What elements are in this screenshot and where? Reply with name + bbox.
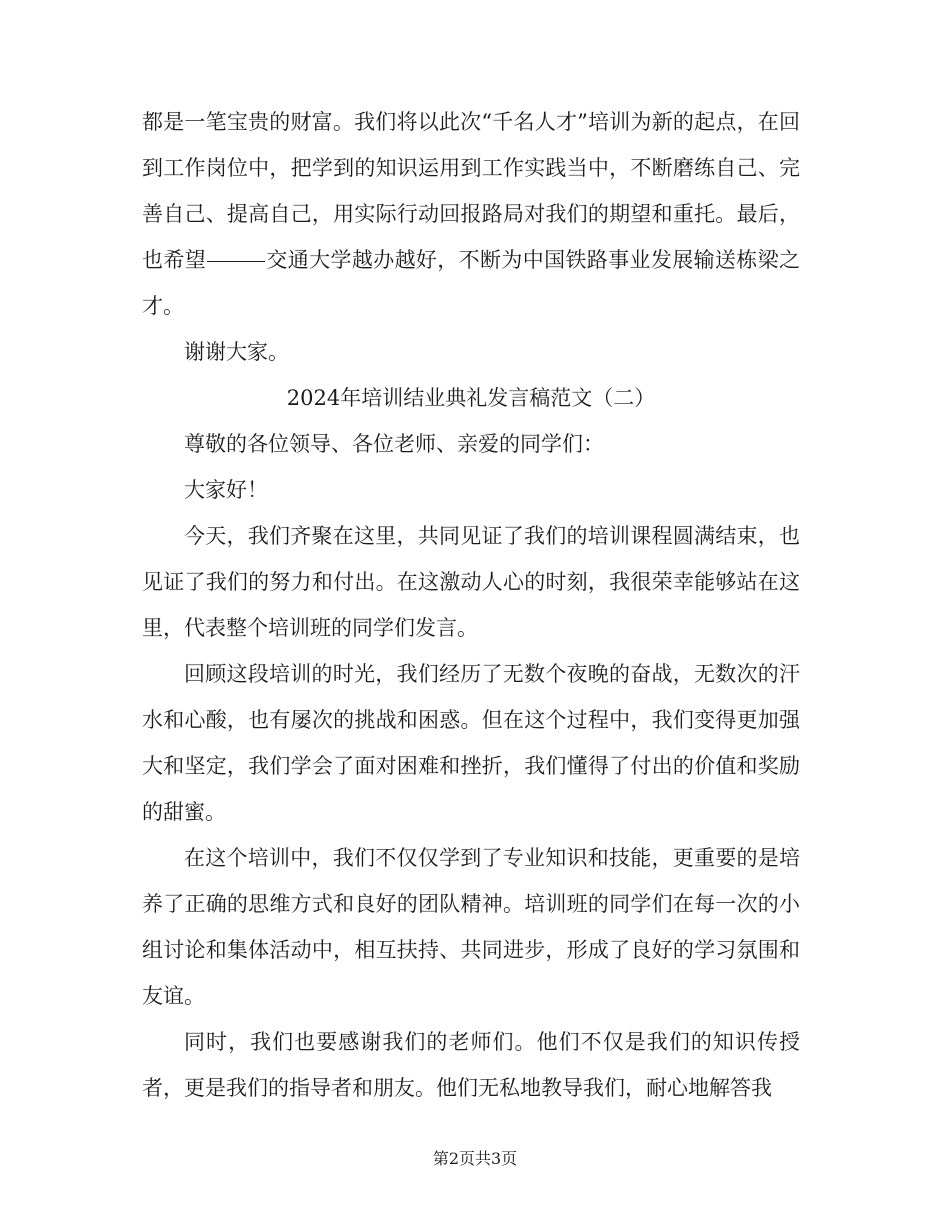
paragraph-body-1: 今天，我们齐聚在这里，共同见证了我们的培训课程圆满结束，也见证了我们的努力和付出。在这激动人心的时刻，我很荣幸能够站在这里，代表整个培训班的同学们发言。 <box>142 524 800 640</box>
paragraph-body-4: 同时，我们也要感谢我们的老师们。他们不仅是我们的知识传授者，更是我们的指导者和朋友。他们无私地教导我们，耐心地解答我 <box>142 1030 800 1100</box>
paragraph-thanks: 谢谢大家。 <box>184 340 289 364</box>
paragraph-continued <box>142 99 800 329</box>
fill-in-blank <box>207 260 265 262</box>
document-body <box>142 99 800 1111</box>
paragraph-greeting: 大家好！ <box>184 478 268 502</box>
section-title: 2024年培训结业典礼发言稿范文（二） <box>286 386 656 410</box>
paragraph-body-3: 在这个培训中，我们不仅仅学到了专业知识和技能，更重要的是培养了正确的思维方式和良好的团队精神。培训班的同学们在每一次的小组讨论和集体活动中，相互扶持、共同进步，形成了良好的学习氛围和友谊。 <box>142 846 800 1008</box>
paragraph-text-tail: 交通大学越办越好，不断为中国铁路事业发展输送栋梁之才。 <box>142 248 801 318</box>
paragraph-body-2: 回顾这段培训的时光，我们经历了无数个夜晚的奋战，无数次的汗水和心酸，也有屡次的挑战和困惑。但在这个过程中，我们变得更加强大和坚定，我们学会了面对困难和挫折，我们懂得了付出的价值和奖励的甜蜜。 <box>142 662 800 824</box>
paragraph-salutation: 尊敬的各位领导、各位老师、亲爱的同学们： <box>184 432 604 456</box>
page-number-footer: 第2页共3页 <box>432 1149 518 1168</box>
paragraph-text: 都是一笔宝贵的财富。我们将以此次“千名人才”培训为新的起点，在回到工作岗位中，把学到的知识运用到工作实践当中，不断磨练自己、完善自己、提高自己，用实际行动回报路局对我们的期望和重托。最后，也希望 <box>142 110 800 272</box>
